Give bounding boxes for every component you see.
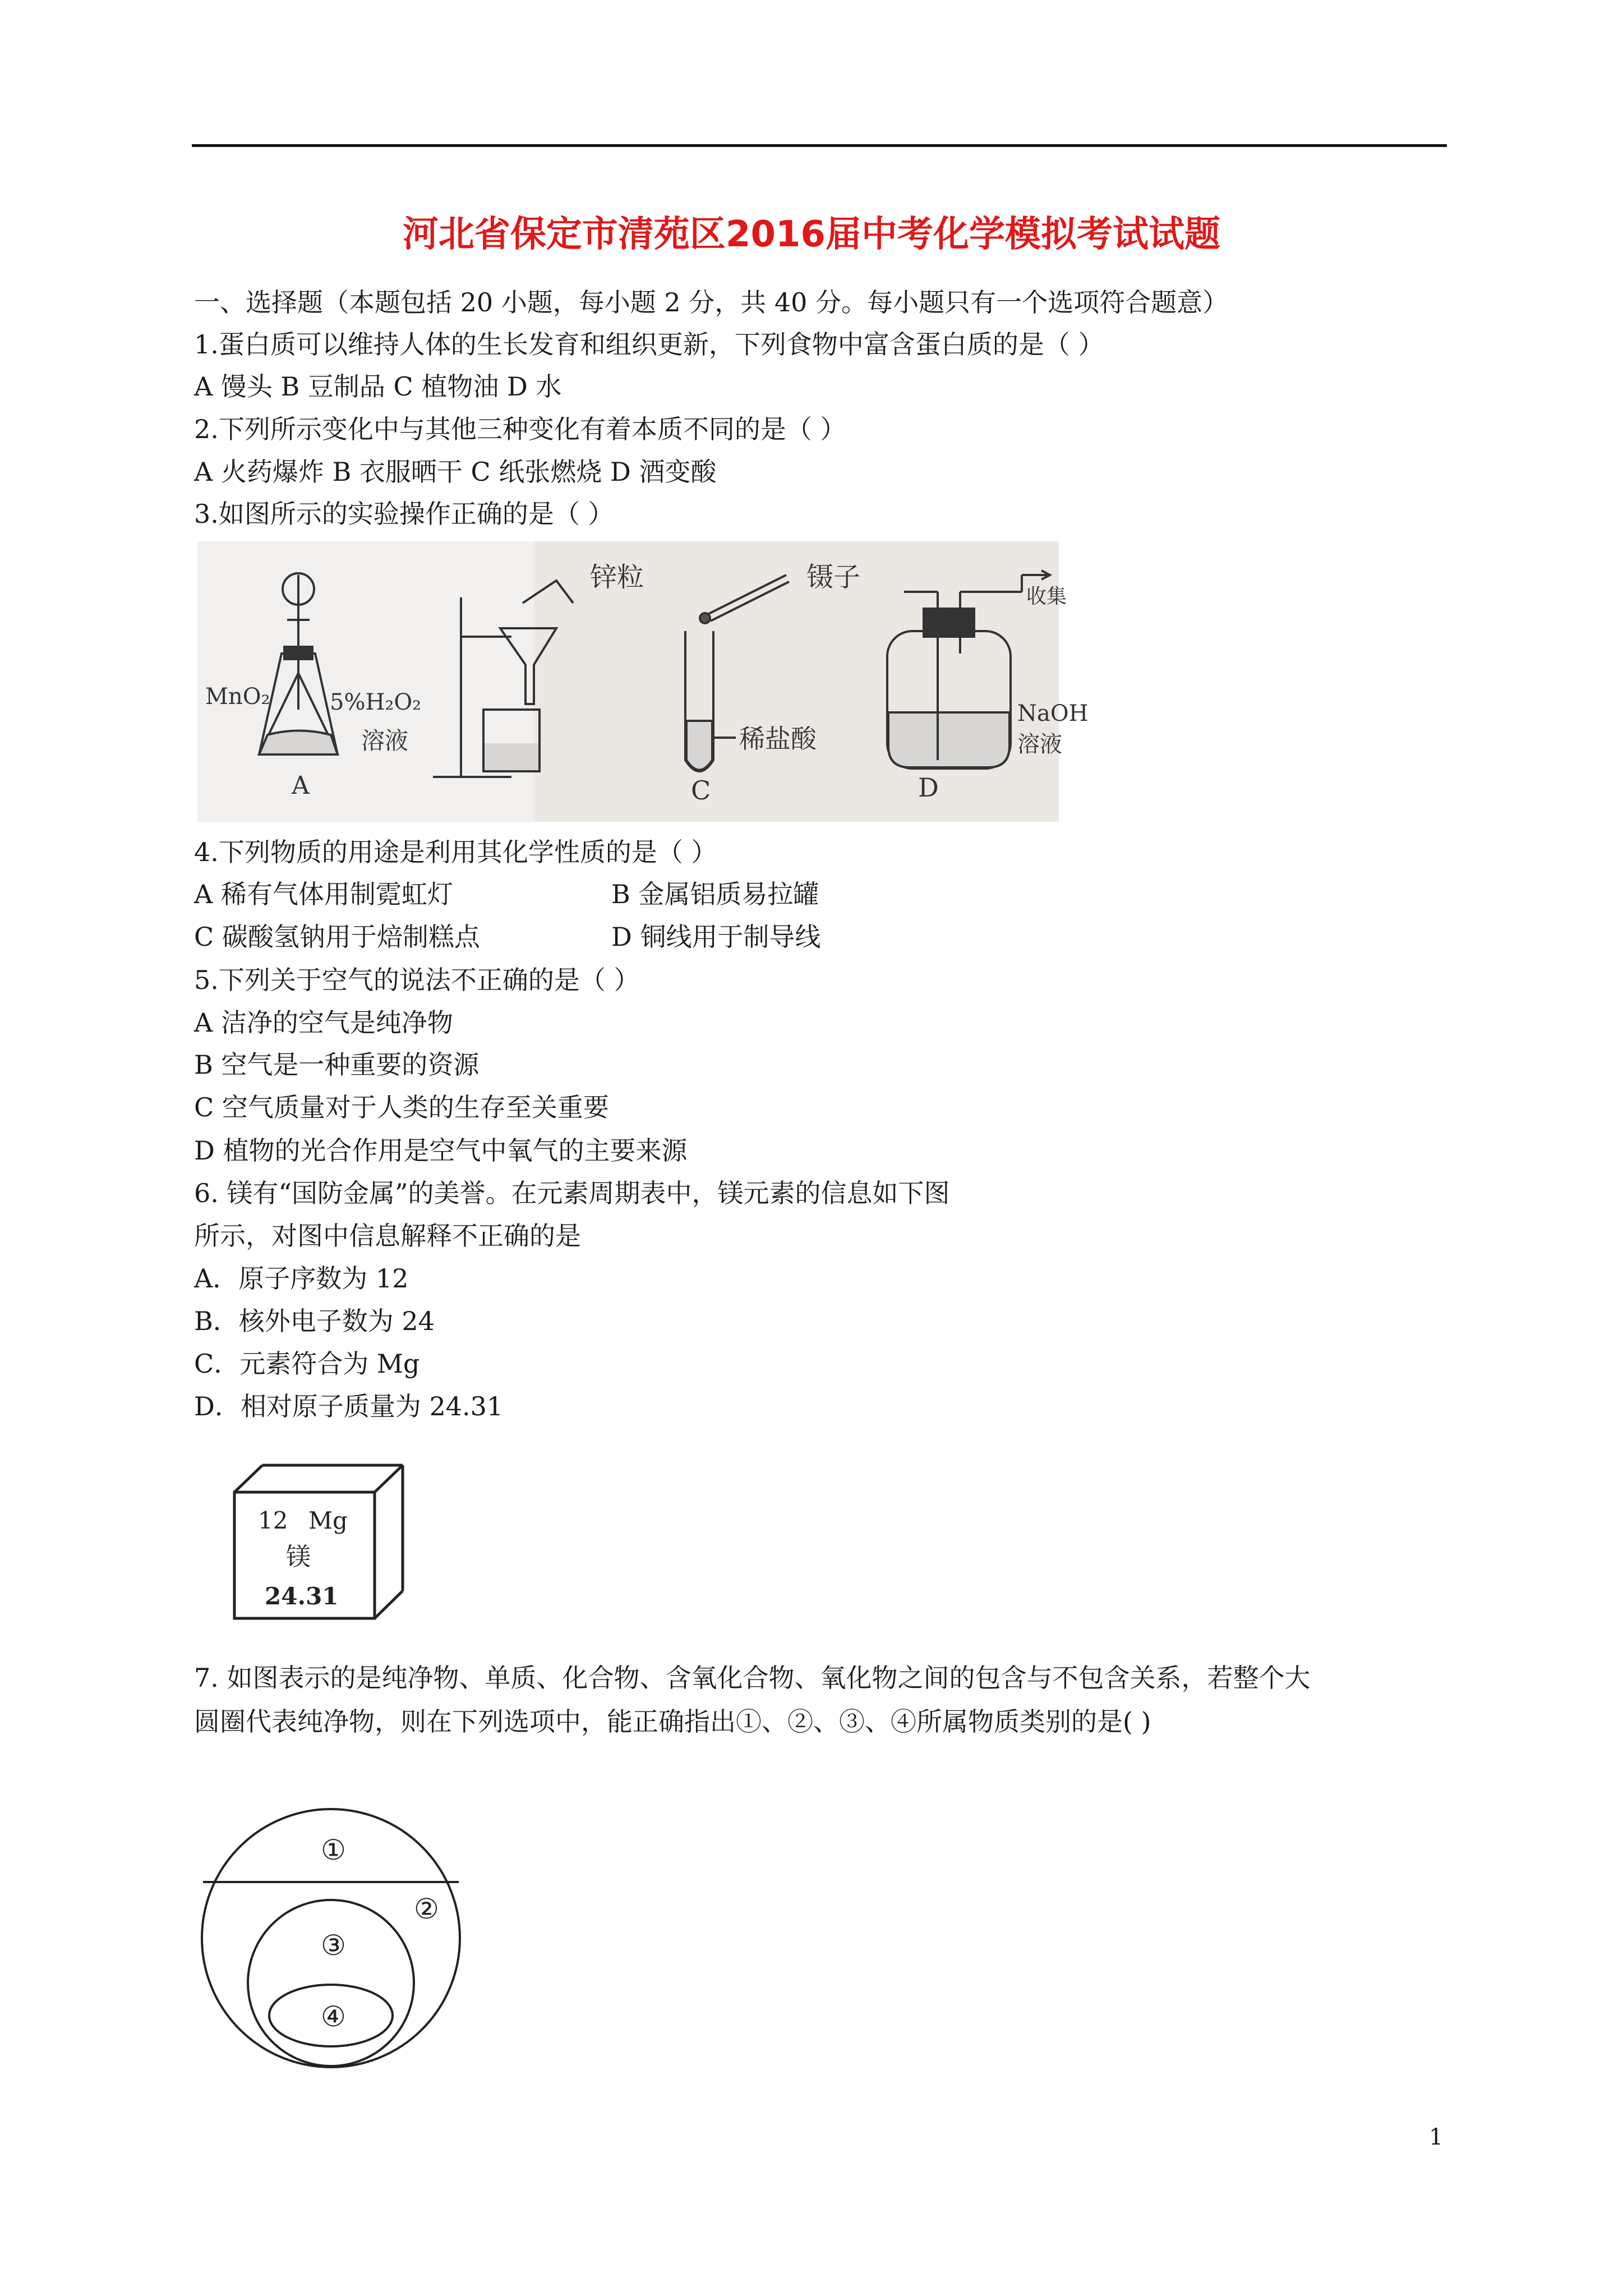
region-label-2: ② (414, 1893, 439, 1925)
element-symbol: Mg (308, 1507, 348, 1534)
q4-option-c: C 碳酸氢钠用于焙制糕点 (194, 922, 480, 952)
q3-stem: 3.如图所示的实验操作正确的是（ ） (194, 499, 614, 529)
magnesium-element-cube (224, 1458, 415, 1627)
q2-stem: 2.下列所示变化中与其他三种变化有着本质不同的是（ ） (194, 414, 846, 444)
label-solution-d: 溶液 (1017, 731, 1062, 757)
element-mass: 24.31 (265, 1582, 339, 1610)
q1-options: A 馒头 B 豆制品 C 植物油 D 水 (194, 371, 562, 402)
q4-option-a: A 稀有气体用制霓虹灯 (194, 879, 453, 909)
label-collect: 收集 (1026, 585, 1067, 608)
label-d: D (918, 772, 939, 803)
q3-apparatus-figure (197, 541, 1089, 822)
region-label-4: ④ (321, 2000, 346, 2033)
label-c: C (691, 775, 711, 806)
q4-row2 (194, 919, 821, 954)
q5-option-c: C 空气质量对于人类的生存至关重要 (194, 1092, 609, 1122)
label-zinc: 锌粒 (590, 562, 644, 593)
q4-row1 (194, 877, 819, 912)
q6-stem-line1: 6. 镁有“国防金属”的美誉。在元素周期表中，镁元素的信息如下图 (194, 1178, 950, 1208)
label-mno2: MnO₂ (205, 684, 270, 710)
q7-stem-line1: 7. 如图表示的是纯净物、单质、化合物、含氧化合物、氧化物之间的包含与不包含关系，若整个大 (194, 1663, 1311, 1693)
q7-stem-line2: 圆圈代表纯净物，则在下列选项中，能正确指出①、②、③、④所属物质类别的是( ) (194, 1706, 1151, 1737)
q6-option-d: D．相对原子质量为 24.31 (194, 1391, 504, 1421)
q6-option-a: A．原子序数为 12 (194, 1263, 409, 1294)
label-acid: 稀盐酸 (739, 724, 817, 754)
section-heading: 一、选择题（本题包括 20 小题，每小题 2 分，共 40 分。每小题只有一个选项符合题意） (194, 287, 1229, 318)
exam-title: 河北省保定市清苑区2016届中考化学模拟考试试题 (402, 214, 1221, 255)
middle-circle (248, 1900, 414, 2066)
q4-stem: 4.下列物质的用途是利用其化学性质的是（ ） (194, 837, 717, 867)
q5-option-a: A 洁净的空气是纯净物 (194, 1007, 453, 1038)
q6-option-c: C．元素符合为 Mg (194, 1349, 420, 1379)
header-rule (192, 144, 1447, 147)
page-number: 1 (1429, 2124, 1444, 2150)
q6-stem-line2: 所示，对图中信息解释不正确的是 (194, 1221, 581, 1251)
label-naoh: NaOH (1017, 701, 1089, 726)
q6-option-b: B．核外电子数为 24 (194, 1306, 435, 1336)
label-tweezers: 镊子 (806, 562, 861, 593)
label-a: A (292, 771, 310, 800)
substance-classification-diagram (196, 1803, 465, 2073)
label-solution-a: 溶液 (361, 727, 409, 754)
q4-option-b: B 金属铝质易拉罐 (611, 879, 819, 909)
element-name: 镁 (286, 1543, 311, 1571)
q5-option-d: D 植物的光合作用是空气中氧气的主要来源 (194, 1135, 688, 1166)
region-label-3: ③ (321, 1929, 346, 1962)
q5-option-b: B 空气是一种重要的资源 (194, 1050, 479, 1080)
q2-options: A 火药爆炸 B 衣服晒干 C 纸张燃烧 D 酒变酸 (194, 457, 717, 487)
region-label-1: ① (321, 1834, 346, 1866)
q5-stem: 5.下列关于空气的说法不正确的是（ ） (194, 965, 640, 995)
q1-stem: 1.蛋白质可以维持人体的生长发育和组织更新，下列食物中富含蛋白质的是（ ） (194, 329, 1104, 360)
element-number: 12 (258, 1507, 288, 1534)
q4-option-d: D 铜线用于制导线 (611, 922, 821, 952)
label-h2o2: 5%H₂O₂ (330, 689, 422, 715)
